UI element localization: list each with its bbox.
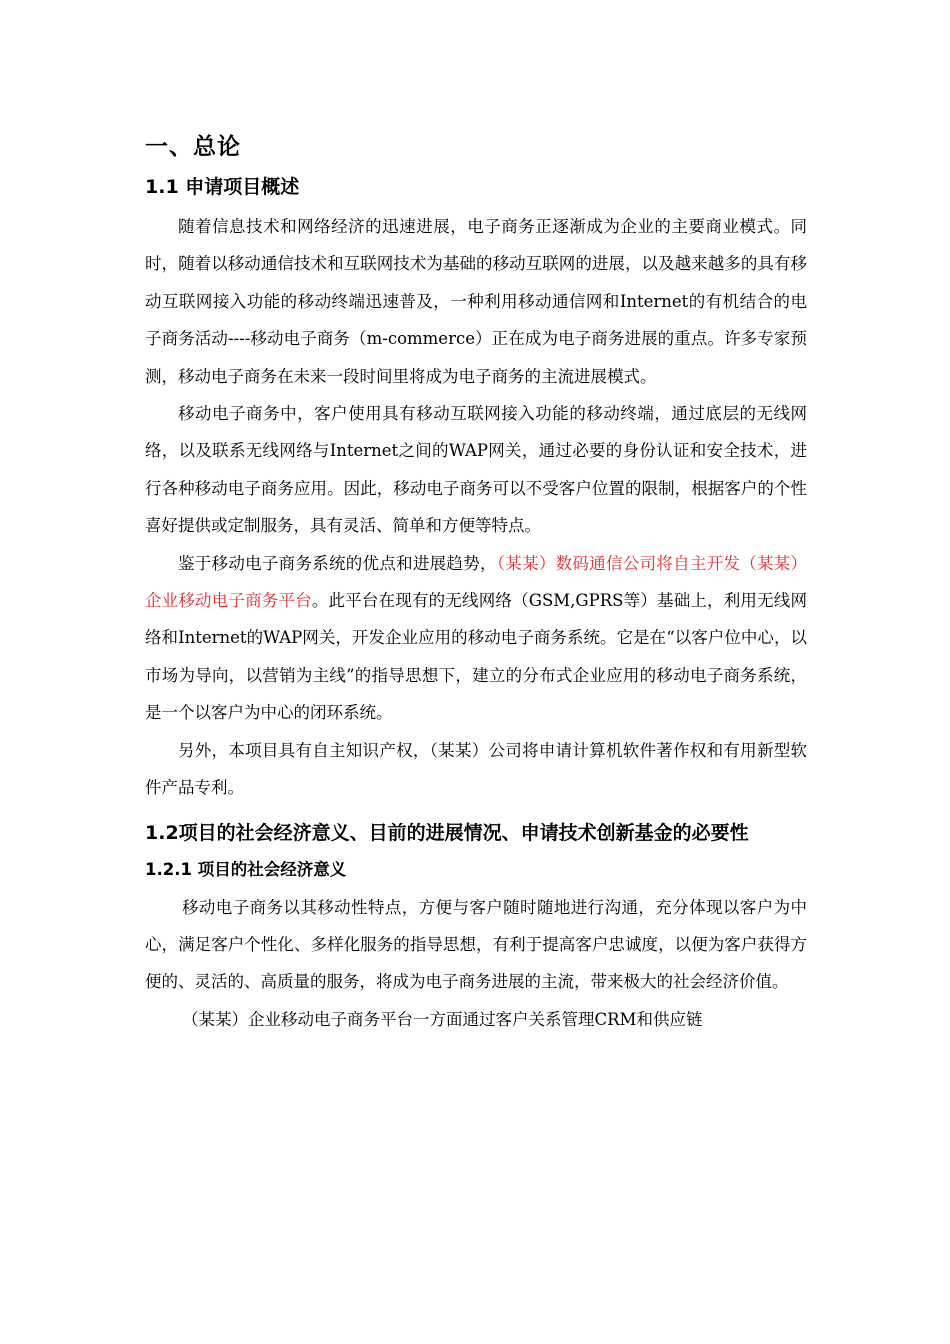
paragraph-overview-3 — [145, 545, 807, 732]
chapter-heading: 一、总论 — [145, 134, 241, 160]
paragraph-significance-2: （某某）企业移动电子商务平台一方面通过客户关系管理CRM和供应链 — [182, 1009, 703, 1029]
paragraph-overview-3-lead: 鉴于移动电子商务系统的优点和进展趋势， — [178, 553, 497, 573]
paragraph-significance-1: 移动电子商务以其移动性特点，方便与客户随时随地进行沟通，充分体现以客户为中心，满足客户个性化、多样化服务的指导思想，有利于提高客户忠诚度，以便为客户获得方便的、灵活的、高质量的服务，将成为电子商务进展的主流，带来极大的社会经济价值。 — [145, 897, 807, 992]
paragraph-overview-2: 移动电子商务中，客户使用具有移动互联网接入功能的移动终端，通过底层的无线网络，以及联系无线网络与Internet之间的WAP网关，通过必要的身份认证和安全技术，进行各种移动电子商务应用。因此，移动电子商务可以不受客户位置的限制，根据客户的个性喜好提供或定制服务，具有灵活、简单和方便等特点。 — [145, 404, 807, 536]
subsection-heading-1-2-1: 1.2.1 项目的社会经济意义 — [145, 859, 347, 879]
paragraph-overview-3-rest: 。此平台在现有的无线网络（GSM,GPRS等）基础上，利用无线网络和Internet的WAP网关，开发企业应用的移动电子商务系统。它是在“以客户位中心，以市场为导向，以营销为主线”的指导思想下，建立的分布式企业应用的移动电子商务系统，是一个以客户为中心的闭环系统。 — [145, 591, 807, 723]
paragraph-overview-4: 另外，本项目具有自主知识产权，（某某）公司将申请计算机软件著作权和有用新型软件产品专利。 — [145, 740, 807, 798]
section-heading-1-2: 1.2项目的社会经济意义、目前的进展情况、申请技术创新基金的必要性 — [145, 821, 749, 844]
paragraph-overview-1: 随着信息技术和网络经济的迅速进展，电子商务正逐渐成为企业的主要商业模式。同时，随着以移动通信技术和互联网技术为基础的移动互联网的进展，以及越来越多的具有移动互联网接入功能的移动终端迅速普及，一种利用移动通信网和Internet的有机结合的电子商务活动----移动电子商务（m-commerce）正在成为电子商务进展的重点。许多专家预测，移动电子商务在未来一段时间里将成为电子商务的主流进展模式。 — [145, 217, 807, 386]
highlighted-company-text: （某某）数码通信公司将自主开发（某某）企业移动电子商务平台 — [145, 553, 808, 611]
document-body — [145, 128, 815, 1038]
section-heading-1-1: 1.1 申请项目概述 — [145, 176, 300, 198]
